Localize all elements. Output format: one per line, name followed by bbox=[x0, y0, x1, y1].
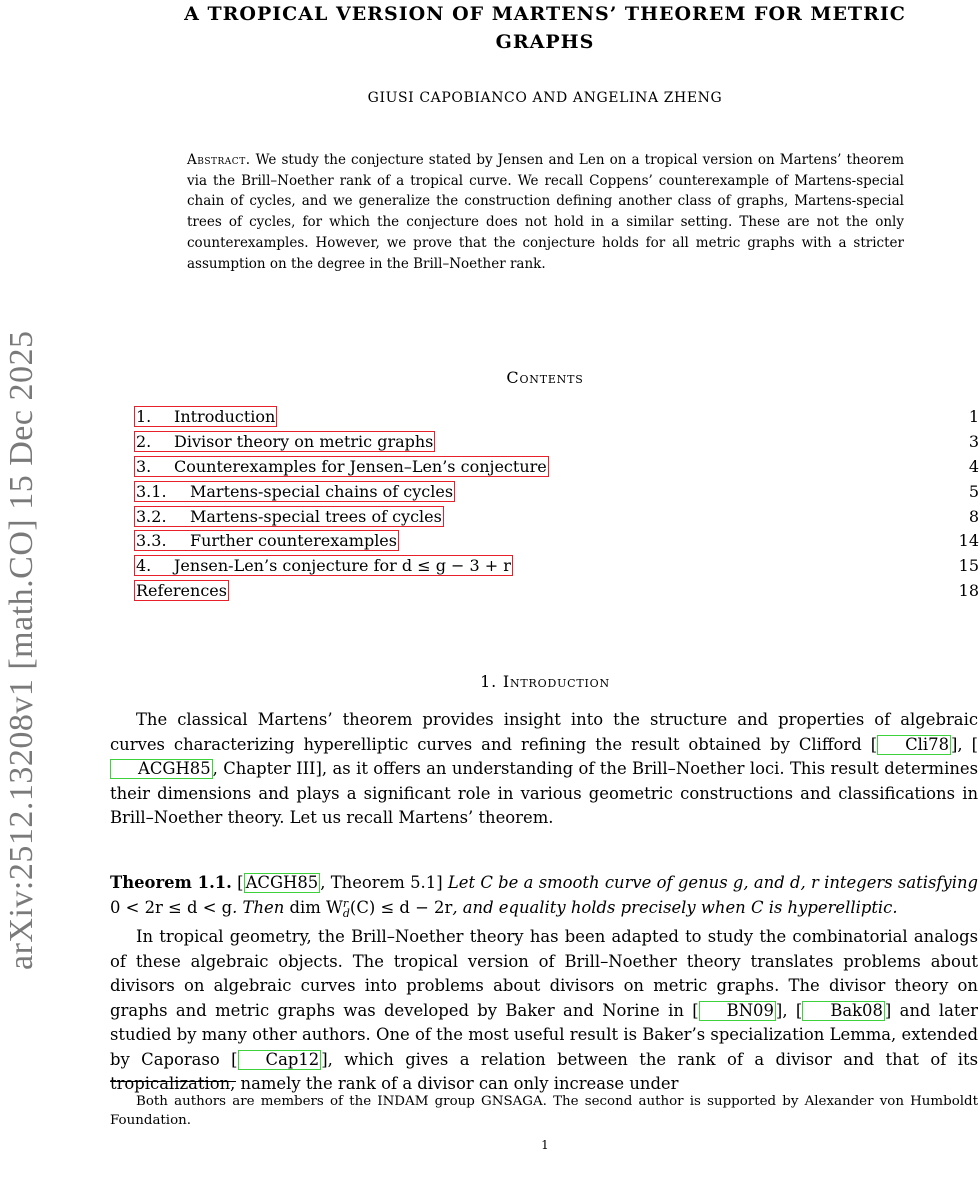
toc-label: Introduction bbox=[174, 407, 276, 426]
text-segment: , bbox=[782, 1000, 796, 1020]
toc-entry bbox=[134, 579, 979, 604]
theorem-math: 0 < 2r ≤ d < g bbox=[110, 897, 233, 917]
paper-title: A TROPICAL VERSION OF MARTENS’ THEOREM FOR METRIC GRAPHS bbox=[184, 3, 906, 53]
toc-link[interactable] bbox=[134, 580, 229, 601]
toc-entry bbox=[134, 529, 979, 554]
toc-page-number: 4 bbox=[968, 456, 979, 476]
theorem-reference: , Theorem 5.1] bbox=[320, 873, 443, 892]
citation-link[interactable]: Cli78 bbox=[877, 735, 951, 755]
toc-number: 3.2. bbox=[136, 506, 167, 526]
toc-link[interactable] bbox=[134, 456, 549, 477]
toc-entry bbox=[134, 430, 979, 455]
toc-label: Martens-special trees of cycles bbox=[190, 506, 442, 526]
toc-page-number: 15 bbox=[958, 556, 979, 576]
section-heading-introduction: 1. Introduction bbox=[480, 672, 610, 691]
toc-entry bbox=[134, 405, 979, 430]
toc-link[interactable] bbox=[134, 555, 513, 576]
math-dim-w: dim W bbox=[289, 897, 343, 917]
toc-label: Divisor theory on metric graphs bbox=[174, 431, 434, 451]
abstract bbox=[187, 150, 904, 274]
toc-label: Martens-special chains of cycles bbox=[190, 481, 454, 501]
toc-page-number: 8 bbox=[968, 506, 979, 526]
toc-page-number: 14 bbox=[958, 531, 979, 551]
toc-number: 3.3. bbox=[136, 531, 167, 551]
theorem-text: , and equality holds precisely when C is hyperelliptic. bbox=[452, 897, 898, 917]
toc-number: 2. bbox=[136, 431, 152, 451]
page-number: 1 bbox=[541, 1138, 549, 1152]
abstract-text: We study the conjecture stated by Jensen and Len on a tropical version on Martens’ theorem via the Brill–Noether rank of a tropical curve. We recall Coppens’ counterexample of Martens-special chain of cycles, and we generalize the construction defining another class of graphs, Martens-special trees of cycles, for which the conjecture does not hold in a similar setting. These are not the only counterexamples. However, we prove that the conjecture holds for all metric graphs with a stricter assumption on the degree in the Brill–Noether rank. bbox=[187, 152, 904, 272]
toc-link[interactable] bbox=[134, 406, 277, 427]
toc-label: References bbox=[136, 581, 227, 601]
theorem-1-1: Theorem 1.1. [ ACGH85 , Theorem 5.1] Let C be a smooth curve of genus g, and d, r integers satisfying 0 < 2r ≤ d < g. Then dim W r d (C) ≤ d − 2r, and equality holds precisely when C is hyperelliptic. bbox=[110, 873, 978, 920]
footnote-rule bbox=[110, 1081, 236, 1082]
toc-number: 4. bbox=[136, 556, 152, 576]
text-segment: , bbox=[957, 734, 972, 754]
citation-link[interactable]: Cap12 bbox=[238, 1050, 322, 1070]
citation-link[interactable]: Bak08 bbox=[802, 1001, 885, 1021]
paper-authors: GIUSI CAPOBIANCO AND ANGELINA ZHENG bbox=[367, 90, 723, 106]
toc-number: 1. bbox=[136, 407, 152, 426]
intro-paragraph-2: In tropical geometry, the Brill–Noether theory has been adapted to study the combinatorial analogs of these algebraic objects. The tropical version of Brill–Noether theory translates problems about divisors on algebraic curves into problems about divisors on metric graphs. The divisor theory on graphs and metric graphs was developed by Baker and Norine in [ BN09 ], [ Bak08 ] and later studied by many other authors. One of the most useful result is Baker’s specialization Lemma, extended by Caporaso [ Cap12 ], which gives a relation between the rank of a divisor and that of its tropicalization, namely the rank of a divisor can only increase under bbox=[110, 927, 978, 1093]
toc-link[interactable] bbox=[134, 431, 435, 452]
theorem-label: Theorem 1.1. bbox=[110, 873, 232, 892]
toc-link[interactable] bbox=[134, 481, 455, 502]
toc-page-number: 18 bbox=[958, 581, 979, 601]
citation-link[interactable]: BN09 bbox=[699, 1001, 776, 1021]
citation-link[interactable]: ACGH85 bbox=[245, 873, 319, 892]
footnote: Both authors are members of the INDAM group GNSAGA. The second author is supported by Alexander von Humboldt Foundation. bbox=[110, 1094, 978, 1128]
math-rest: (C) ≤ d − 2r bbox=[349, 897, 453, 917]
citation-link[interactable]: ACGH85 bbox=[110, 759, 213, 779]
intro-paragraph-1: The classical Martens’ theorem provides insight into the structure and properties of algebraic curves characterizing hyperelliptic curves and refining the result obtained by Clifford [ Cli78 ], [ACGH85 , Chapter III], as it offers an understanding of the Brill–Noether loci. This result determines their dimensions and plays a significant role in various geometric constructions and classifications in Brill–Noether theory. Let us recall Martens’ theorem. bbox=[110, 710, 979, 827]
text-segment: , which gives a relation between the rank of a divisor and that of its tropicalization, namely the rank of a divisor can only increase under bbox=[110, 1049, 978, 1093]
toc-entry bbox=[134, 455, 979, 480]
toc-number: 3. bbox=[136, 456, 152, 476]
toc-label: Further counterexamples bbox=[190, 531, 397, 551]
table-of-contents bbox=[134, 405, 979, 604]
toc-link[interactable] bbox=[134, 530, 399, 551]
toc-entry bbox=[134, 480, 979, 505]
toc-page-number: 5 bbox=[968, 481, 979, 501]
math-subscript: d bbox=[342, 906, 350, 920]
toc-link[interactable] bbox=[134, 506, 444, 527]
theorem-math bbox=[289, 896, 453, 920]
abstract-label: Abstract. bbox=[187, 152, 251, 168]
contents-heading: Contents bbox=[506, 368, 584, 387]
toc-number: 3.1. bbox=[136, 481, 167, 501]
text-segment: In tropical geometry, the Brill–Noether theory has been adapted to study the combinatorial analogs of these algebraic objects. The tropical version of Brill–Noether theory translates problems about divisors on algebraic curves into problems about divisors on metric graphs. The divisor theory on graphs and metric graphs was developed by Baker and Norine in bbox=[110, 927, 978, 1020]
text-segment: The classical Martens’ theorem provides insight into the structure and properties of algebraic curves characterizing hyperelliptic curves and refining the result obtained by Clifford bbox=[110, 710, 978, 754]
toc-entry bbox=[134, 505, 979, 530]
arxiv-identifier: arXiv:2512.13208v1 [math.CO] 15 Dec 2025 bbox=[3, 330, 40, 970]
text-segment: and later studied by many other authors. One of the most useful result is Baker’s specialization Lemma, extended by Caporaso bbox=[110, 1000, 978, 1069]
toc-label: Counterexamples for Jensen–Len’s conjecture bbox=[174, 456, 547, 476]
toc-page-number: 1 bbox=[968, 407, 979, 426]
theorem-text: Let C be a smooth curve of genus g, and d, r integers satisfying bbox=[447, 873, 978, 892]
toc-label: Jensen-Len’s conjecture for d ≤ g − 3 + r bbox=[174, 556, 511, 576]
toc-page-number: 3 bbox=[968, 431, 979, 451]
toc-entry bbox=[134, 554, 979, 579]
math-superscript: r bbox=[342, 896, 349, 910]
text-segment: , Chapter III], as it offers an understanding of the Brill–Noether loci. This result determines their dimensions and plays a significant role in various geometric constructions and classifications in Brill–Noether theory. Let us recall Martens’ theorem. bbox=[110, 759, 978, 827]
theorem-text: . Then bbox=[232, 897, 290, 917]
math-script bbox=[342, 896, 350, 920]
